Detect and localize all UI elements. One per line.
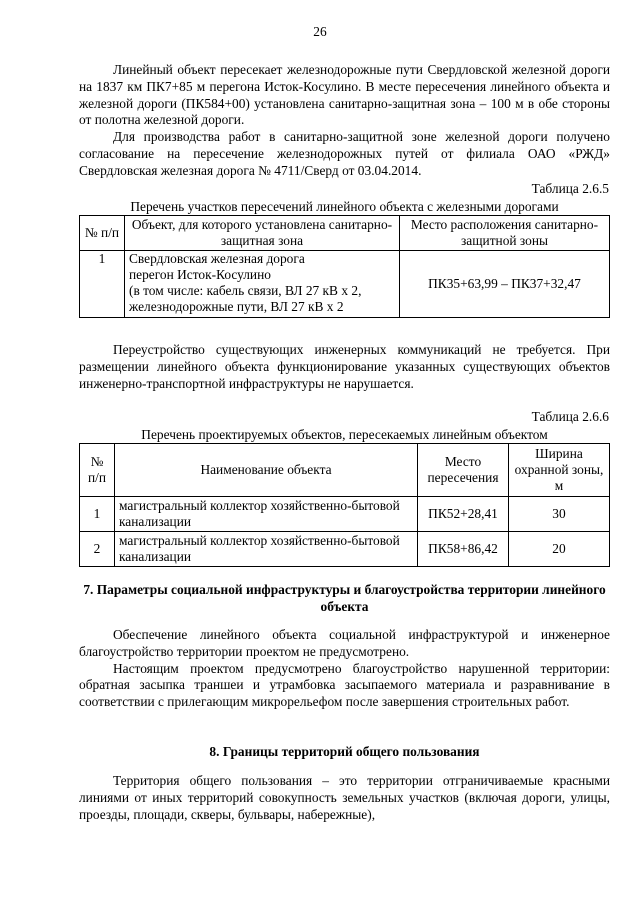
table-caption: Перечень проектируемых объектов, пересекаемых линейным объектом <box>141 427 548 442</box>
railway-crossings-table <box>79 215 610 318</box>
table-header-row <box>80 444 610 497</box>
intro-paragraphs <box>79 62 610 180</box>
object-line: (в том числе: кабель связи, ВЛ 27 кВ х 2, <box>129 283 362 298</box>
row-number: 1 <box>80 497 115 532</box>
table-row <box>80 497 610 532</box>
paragraph-utilities: Переустройство существующих инженерных коммуникаций не требуется. При размещении линейного объекта функционирование указанных существующих объектов инженерно-транспортной инфраструктуры не нарушается. <box>79 342 610 391</box>
section-7-heading: 7. Параметры социальной инфраструктуры и благоустройства территории линейного объекта <box>83 582 606 614</box>
row-place: ПК52+28,41 <box>418 497 509 532</box>
paragraph-block-utilities <box>79 342 610 392</box>
column-header-width: Ширина охранной зоны, м <box>509 444 610 497</box>
row-name: магистральный коллектор хозяйственно-бытовой канализации <box>115 532 418 567</box>
section-8-heading: 8. Границы территорий общего пользования <box>209 744 480 759</box>
row-location: ПК35+63,99 – ПК37+32,47 <box>400 251 610 318</box>
column-header-object: Объект, для которого установлена санитарно-защитная зона <box>125 216 400 251</box>
table-label: Таблица 2.6.5 <box>531 181 609 196</box>
table-row <box>80 532 610 567</box>
paragraph-approval: Для производства работ в санитарно-защитной зоне железной дороги получено согласование на пересечение железнодорожных путей от филиала ОАО «РЖД» Свердловская железная дорога № 4711/Сверд от 03.04.2014. <box>79 129 610 178</box>
table-label: Таблица 2.6.6 <box>531 409 609 424</box>
row-place: ПК58+86,42 <box>418 532 509 567</box>
object-line: Свердловская железная дорога <box>129 251 305 266</box>
row-width: 30 <box>509 497 610 532</box>
object-line: перегон Исток-Косулино <box>129 267 271 282</box>
column-header-name: Наименование объекта <box>115 444 418 497</box>
section-8-body <box>79 773 610 823</box>
row-name: магистральный коллектор хозяйственно-бытовой канализации <box>115 497 418 532</box>
table-row <box>80 251 610 318</box>
projected-objects-table <box>79 443 610 567</box>
paragraph-landscaping: Настоящим проектом предусмотрено благоустройство нарушенной территории: обратная засыпка траншеи и утрамбовка засыпаемого материала и разравнивание в соответствии с прилегающим микрорельефом после завершения строительных работ. <box>79 660 610 710</box>
page-number: 26 <box>313 24 327 39</box>
paragraph-railway-crossing: Линейный объект пересекает железнодорожные пути Свердловской железной дороги на 1837 км ПК7+85 м перегона Исток-Косулино. В месте пересечения линейного объекта и железной дороги (ПК584+00) установлена санитарно-защитная зона – 100 м в обе стороны от полотна железной дороги. <box>79 62 610 128</box>
table-caption: Перечень участков пересечений линейного объекта с железными дорогами <box>130 199 559 214</box>
object-line: железнодорожные пути, ВЛ 27 кВ х 2 <box>129 299 344 314</box>
row-width: 20 <box>509 532 610 567</box>
row-object <box>125 251 400 318</box>
row-number: 1 <box>80 251 125 318</box>
table-header-row <box>80 216 610 251</box>
column-header-place: Место пересечения <box>418 444 509 497</box>
column-header-number: № п/п <box>80 216 125 251</box>
column-header-location: Место расположения санитарно-защитной зоны <box>400 216 610 251</box>
paragraph-public-territory: Территория общего пользования – это территории отграничиваемые красными линиями от иных территорий совокупность земельных участков (включая дороги, улицы, проезды, площади, скверы, бульвары, набережные), <box>79 773 610 822</box>
section-7-body <box>79 627 610 711</box>
paragraph-social-infrastructure: Обеспечение линейного объекта социальной инфраструктурой и инженерное благоустройство территории проектом не предусмотрено. <box>79 627 610 659</box>
column-header-number: № п/п <box>80 444 115 497</box>
row-number: 2 <box>80 532 115 567</box>
